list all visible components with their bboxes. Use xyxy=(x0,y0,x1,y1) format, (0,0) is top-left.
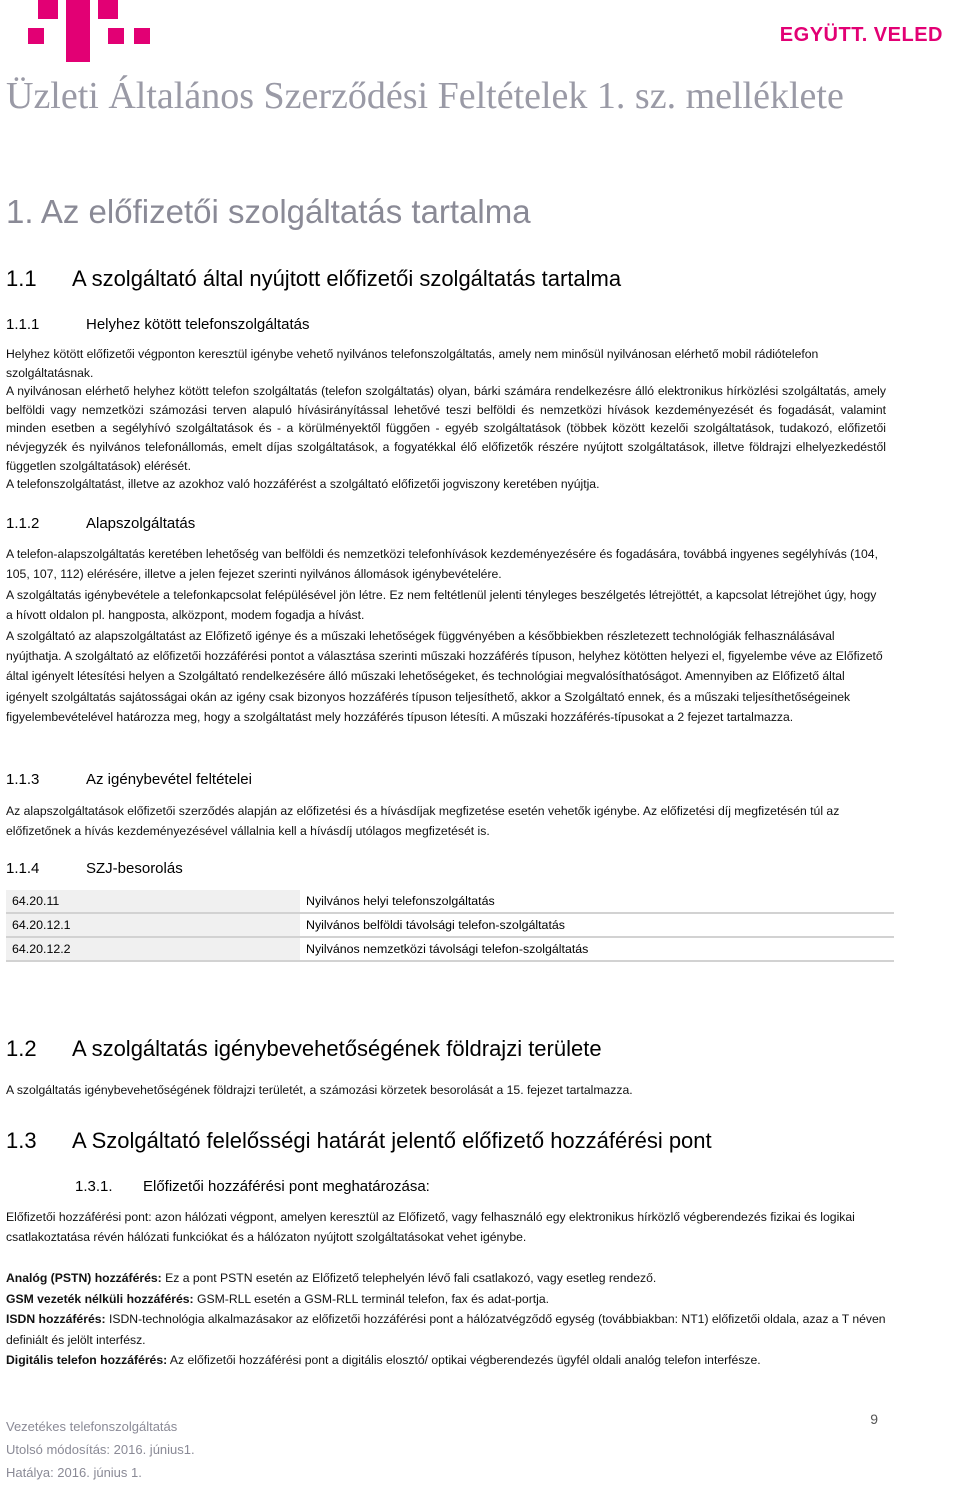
section-title: A szolgáltató által nyújtott előfizetői szolgáltatás tartalma xyxy=(72,266,622,291)
paragraph: A szolgáltató az alapszolgáltatást az Előfizető igénye és a műszaki lehetőségek függvényében a későbbiekben részletezett technológiák felhasználásával nyújthatja. A szolgáltató az előfizetői hozzáférési pontot a választása szerinti műszaki hozzáférés típuson, helyhez kötötten helyezi el, figyelembe véve az Előfizető által igényelt létesítési helyen a Szolgáltató rendelkezésére álló műszaki lehetőségeket, és technológiai megvalósíthatóságot. Amennyiben az Előfizető által igényelt szolgáltatás sajátosságai okán az igény csak bizonyos hozzáférés típuson teljesíthető, akkor a Szolgáltató ennek, és a műszaki teljesíthetőségeinek figyelembevételével határozza meg, hogy a szolgáltatást mely hozzáférés típuson létesíti. A műszaki hozzáférés-típusokat a 2 fejezet tartalmazza. xyxy=(6,628,883,725)
section-1-2-body xyxy=(6,1080,886,1100)
section-1-1-2-heading xyxy=(6,515,195,532)
section-number: 1.3 xyxy=(6,1128,37,1153)
definition-item xyxy=(6,1268,886,1289)
section-number: 1.2 xyxy=(6,1036,37,1061)
paragraph: A szolgáltatás igénybevehetőségének földrajzi területét, a számozási körzetek besorolását a 15. fejezet tartalmazza. xyxy=(6,1083,633,1097)
section-1-1-heading xyxy=(6,266,621,292)
section-title: Az igénybevétel feltételei xyxy=(86,771,252,788)
section-title: A szolgáltatás igénybevehetőségének földrajzi területe xyxy=(72,1036,602,1061)
section-1-1-3-heading xyxy=(6,771,252,788)
footer-modified: Utolsó módosítás: 2016. június1. xyxy=(6,1442,195,1457)
section-1-3-1-body xyxy=(6,1207,886,1248)
paragraph: A szolgáltatás igénybevétele a telefonkapcsolat felépülésével jön létre. Ez nem feltétlenül jelenti tényleges beszélgetés létrejöttét, a kapcsolat létrejöhet úgy, hogy a hívott oldalon pl. hangposta, alközpont, modem fogadja a hívást. xyxy=(6,587,877,623)
paragraph: Az alapszolgáltatások előfizetői szerződés alapján az előfizetési és a hívásdíjak megfizetése esetén vehetők igénybe. Az előfizetési díj megfizetésén túl az előfizetőnek a hívás kezdeményezésével vállalnia kell a hívásdíj utólagos megfizetését is. xyxy=(6,804,840,839)
definition-item xyxy=(6,1350,886,1371)
section-number: 1.1.3 xyxy=(6,771,40,788)
section-1-1-3-body xyxy=(6,801,886,842)
section-number: 1.1.4 xyxy=(6,860,40,877)
definition-term: Digitális telefon hozzáférés: xyxy=(6,1353,168,1368)
section-1-1-1-body xyxy=(6,345,886,494)
section-1-1-4-heading xyxy=(6,860,183,877)
footer-service: Vezetékes telefonszolgáltatás xyxy=(6,1419,178,1434)
document-title: Üzleti Általános Szerződési Feltételek 1. sz. melléklete xyxy=(6,75,844,117)
slogan: EGYÜTT. VELED xyxy=(779,24,943,46)
szj-description: Nyilvános belföldi távolsági telefon-szolgáltatás xyxy=(300,913,894,937)
section-title: SZJ-besorolás xyxy=(86,860,183,877)
section-1-2-heading xyxy=(6,1036,602,1062)
szj-code: 64.20.12.1 xyxy=(6,913,300,937)
section-1-3-1-heading xyxy=(75,1178,430,1195)
definition-text: ISDN-technológia alkalmazásakor az előfizetői hozzáférési pont a hálózatvégződő egység (továbbiakban: NT1) előfizetői oldala, azaz a T néven definiált és jelölt interfész. xyxy=(6,1312,886,1347)
definition-term: ISDN hozzáférés: xyxy=(6,1312,106,1327)
szj-description: Nyilvános helyi telefonszolgáltatás xyxy=(300,890,894,913)
paragraph: Helyhez kötött előfizetői végponton keresztül igénybe vehető nyilvános telefonszolgáltatás, amely nem minősül nyilvánosan elérhető mobil rádiótelefon szolgáltatásnak. xyxy=(6,347,819,380)
definition-text: Ez a pont PSTN esetén az Előfizető telephelyén lévő fali csatlakozó, vagy esetleg rendező. xyxy=(161,1271,657,1285)
section-1-3-heading xyxy=(6,1128,712,1154)
section-1-heading: 1. Az előfizetői szolgáltatás tartalma xyxy=(6,193,531,230)
section-1-1-1-heading xyxy=(6,316,309,333)
section-number: 1.1.1 xyxy=(6,316,40,333)
table-row xyxy=(6,913,894,937)
szj-code: 64.20.12.2 xyxy=(6,937,300,961)
table-row xyxy=(6,890,894,913)
definition-term: Analóg (PSTN) hozzáférés: xyxy=(6,1271,162,1285)
section-title: Előfizetői hozzáférési pont meghatározása: xyxy=(143,1178,430,1195)
definition-list xyxy=(6,1268,886,1371)
paragraph: A telefon-alapszolgáltatás keretében lehetőség van belföldi és nemzetközi telefonhívások kezdeményezésére és fogadására, továbbá ingyenes segélyhívás (104, 105, 107, 112) elérésére, illetve a jelen fejezet szerinti nyilvános állomások igénybevételére. xyxy=(6,547,878,582)
telekom-logo-icon xyxy=(28,0,168,62)
page-number: 9 xyxy=(870,1411,878,1427)
section-number: 1.3.1. xyxy=(75,1178,113,1195)
definition-text: GSM-RLL esetén a GSM-RLL terminál telefon, fax és adat-portja. xyxy=(193,1291,550,1306)
szj-description: Nyilvános nemzetközi távolsági telefon-szolgáltatás xyxy=(300,937,894,961)
footer-effective: Hatálya: 2016. június 1. xyxy=(6,1465,142,1480)
section-title: Helyhez kötött telefonszolgáltatás xyxy=(86,316,310,333)
szj-code: 64.20.11 xyxy=(6,890,300,913)
paragraph: A nyilvánosan elérhető helyhez kötött telefon szolgáltatás (telefon szolgáltatás) olyan, bárki számára rendelkezésre álló elektronikus hírközlési szolgáltatás, amely belföldi vagy nemzetközi számozási terven alapuló hívásirányítással lehetővé teszi belföldi és nemzetközi hívások kezdeményezését és fogadását, valamint minden esetben a segélyhívó szolgáltatások és - a körülményektől függően - egyéb szolgáltatások (többek között kezelői szolgáltatások, tudakozó, előfizetői névjegyzék és nyilvános telefonállomás, emelt díjas szolgáltatások, a fogyatékkal élő előfizetők részére nyújtott szolgáltatások, illetve földrajzi elhelyezkedéstől független szolgáltatások) elérését. xyxy=(6,384,886,473)
section-title: Alapszolgáltatás xyxy=(86,515,196,532)
section-1-1-2-body xyxy=(6,544,886,728)
definition-term: GSM vezeték nélküli hozzáférés: xyxy=(6,1291,194,1306)
szj-table xyxy=(6,890,894,962)
section-number: 1.1.2 xyxy=(6,515,40,532)
definition-item xyxy=(6,1309,886,1350)
section-number: 1.1 xyxy=(6,266,37,291)
definition-text: Az előfizetői hozzáférési pont a digitális elosztó/ optikai végberendezés ügyfél oldali analóg telefon interfésze. xyxy=(167,1353,761,1368)
paragraph: Előfizetői hozzáférési pont: azon hálózati végpont, amelyen keresztül az Előfizető, vagy felhasználó egy elektronikus hírközlő végberendezés fizikai és logikai csatlakoztatása révén hálózati funkciókat és a hálózaton nyújtott szolgáltatásokat vehet igénybe. xyxy=(6,1210,855,1245)
table-row xyxy=(6,937,894,961)
section-title: A Szolgáltató felelősségi határát jelentő előfizető hozzáférési pont xyxy=(72,1128,712,1153)
definition-item xyxy=(6,1289,886,1310)
paragraph: A telefonszolgáltatást, illetve az azokhoz való hozzáférést a szolgáltató előfizetői jogviszony keretében nyújtja. xyxy=(6,477,600,492)
